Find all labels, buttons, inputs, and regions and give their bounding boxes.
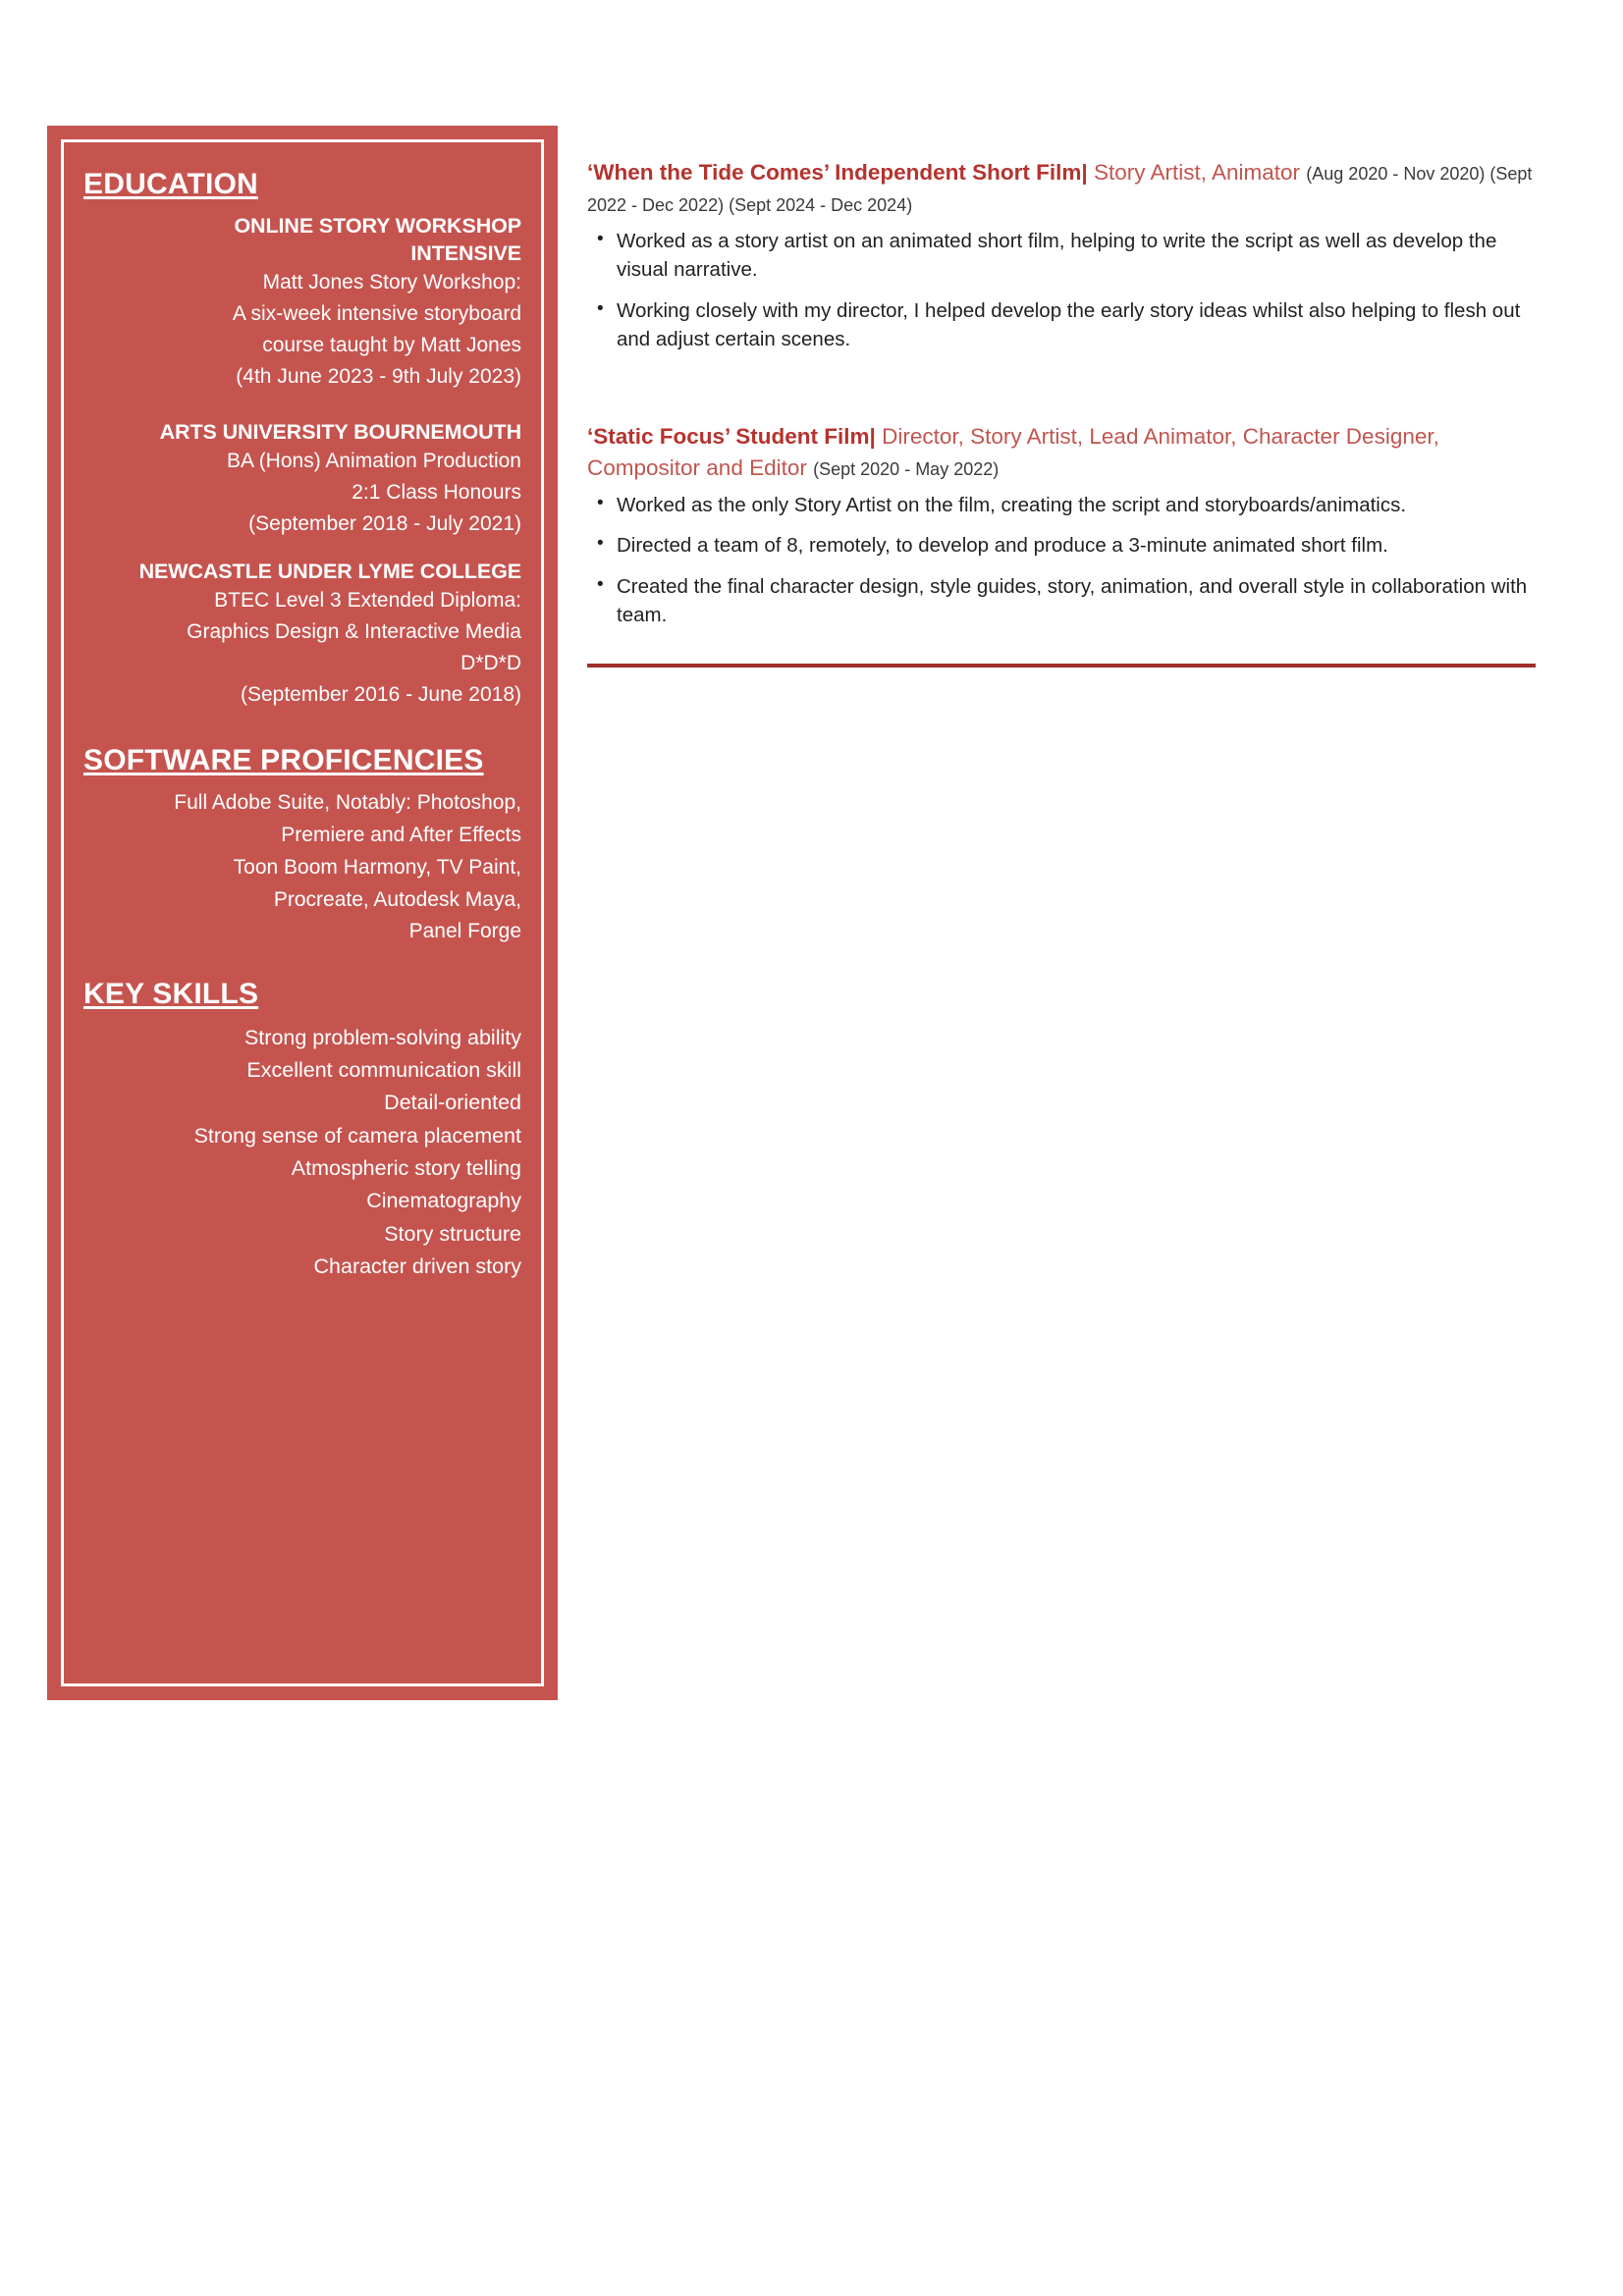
key-skills-list-item: Strong problem-solving ability xyxy=(243,1025,521,1049)
sidebar-panel xyxy=(47,126,558,1700)
education-entry-line: 2:1 Class Honours xyxy=(352,481,521,505)
education-entry-line: Matt Jones Story Workshop: xyxy=(262,271,521,294)
experience-title: ‘Static Focus’ Student Film xyxy=(587,423,870,449)
experience-bullet: • Directed a team of 8, remotely, to develop and produce a 3-minute animated short film. xyxy=(587,531,1536,561)
education-entry-line: course taught by Matt Jones xyxy=(262,334,521,357)
education-entry-line: (September 2018 - July 2021) xyxy=(248,512,521,536)
experience-roles: Story Artist, Animator xyxy=(1093,160,1301,185)
education-entry-line: BTEC Level 3 Extended Diploma: xyxy=(214,589,521,613)
experience-roles: Director, Story Artist, Lead Animator, Character Designer, Compositor and Editor xyxy=(587,423,1439,480)
experience-dates: (Aug 2020 - Nov 2020) (Sept 2022 - Dec 2022) (Sept 2024 - Dec 2024) xyxy=(587,164,1533,215)
spacer xyxy=(83,397,521,418)
experience-entry-header xyxy=(587,421,1536,484)
education-entry-title-line: NEWCASTLE UNDER LYME COLLEGE xyxy=(138,559,521,583)
experience-column xyxy=(587,157,1536,667)
education-entry-line: (September 2016 - June 2018) xyxy=(240,683,521,707)
key-skills-list-item: Story structure xyxy=(384,1221,521,1246)
key-skills-list-item: Character driven story xyxy=(313,1254,521,1278)
education-entry-line: D*D*D xyxy=(460,652,521,675)
section-heading-software-proficencies: SOFTWARE PROFICENCIES xyxy=(83,743,484,776)
experience-bullet: • Working closely with my director, I helped develop the early story ideas whilst also helping to flesh out and adjust certain scenes. xyxy=(587,296,1536,354)
experience-entry xyxy=(587,157,1536,354)
experience-bullet-list xyxy=(587,227,1536,354)
spacer xyxy=(83,715,521,744)
software-list-item: Toon Boom Harmony, TV Paint, xyxy=(233,855,521,879)
experience-separator: | xyxy=(1081,160,1088,185)
key-skills-list-item: Atmospheric story telling xyxy=(291,1155,521,1180)
software-list xyxy=(83,787,521,948)
experience-bullet-list xyxy=(587,491,1536,630)
experience-dates: (Sept 2020 - May 2022) xyxy=(813,458,1000,479)
education-entry-line: A six-week intensive storyboard xyxy=(232,302,521,326)
spacer xyxy=(83,544,521,558)
education-entry-line: (4th June 2023 - 9th July 2023) xyxy=(236,364,521,388)
education-entry xyxy=(83,418,521,540)
spacer xyxy=(83,948,521,978)
sidebar-inner-frame xyxy=(61,139,544,1686)
spacer xyxy=(587,388,1536,421)
key-skills-list-item: Excellent communication skill xyxy=(246,1058,521,1083)
experience-entry-header xyxy=(587,157,1536,220)
experience-bullet: • Worked as the only Story Artist on the film, creating the script and storyboards/animatics. xyxy=(587,491,1536,520)
experience-entry xyxy=(587,421,1536,630)
experience-bullet: • Worked as a story artist on an animated short film, helping to write the script as well as develop the visual narrative. xyxy=(587,227,1536,285)
education-entry xyxy=(83,212,521,393)
key-skills-list-item: Detail-oriented xyxy=(384,1091,521,1115)
key-skills-list-item: Cinematography xyxy=(366,1189,521,1213)
section-heading-key-skills: KEY SKILLS xyxy=(83,978,259,1011)
software-list-item: Full Adobe Suite, Notably: Photoshop, xyxy=(174,791,521,815)
education-entry-title-line: ONLINE STORY WORKSHOP xyxy=(234,213,521,238)
experience-title: ‘When the Tide Comes’ Independent Short Film xyxy=(587,160,1082,185)
key-skills-list-item: Strong sense of camera placement xyxy=(193,1123,521,1148)
software-list-item: Premiere and After Effects xyxy=(281,824,521,847)
experience-bullet: • Created the final character design, style guides, story, animation, and overall style in collaboration with team. xyxy=(587,572,1536,630)
experience-separator: | xyxy=(869,423,876,449)
education-entry xyxy=(83,558,521,711)
education-entry-title-line: INTENSIVE xyxy=(410,240,521,265)
software-list-item: Procreate, Autodesk Maya, xyxy=(273,887,521,911)
section-heading-education: EDUCATION xyxy=(83,168,258,200)
education-entry-title-line: ARTS UNIVERSITY BOURNEMOUTH xyxy=(159,419,521,444)
software-list-item: Panel Forge xyxy=(408,920,521,943)
education-entry-line: Graphics Design & Interactive Media xyxy=(187,620,521,644)
section-divider xyxy=(587,664,1536,667)
education-entry-line: BA (Hons) Animation Production xyxy=(227,450,521,473)
key-skills-list xyxy=(83,1022,521,1284)
